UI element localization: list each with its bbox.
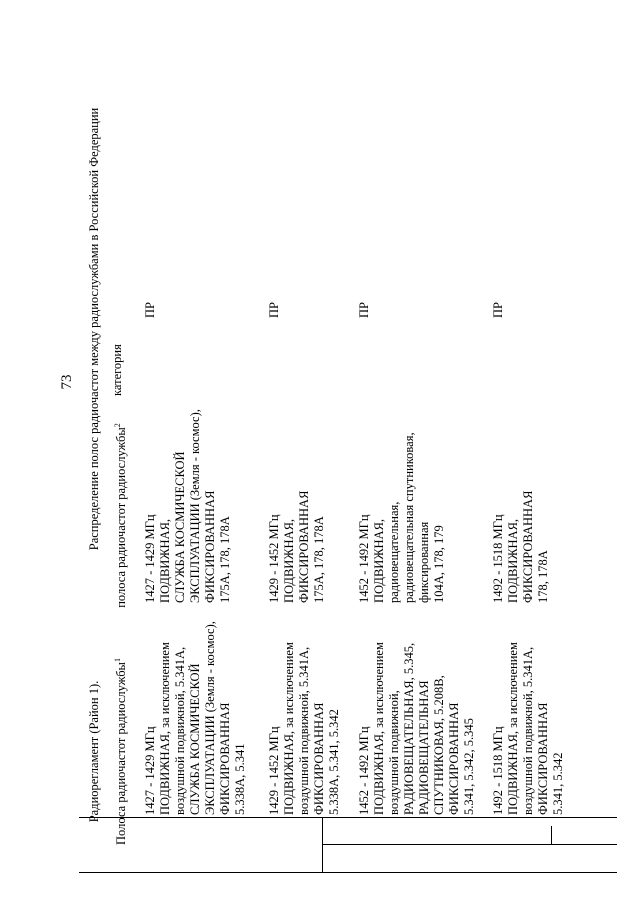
table-header-border — [79, 817, 617, 818]
row-4-ru-allocation: 1492 - 1518 МГц ПОДВИЖНАЯ, ФИКСИРОВАННАЯ 178, 178А — [491, 490, 550, 603]
header-left-subtitle: Полоса радиочастот радиослужбы$^1$ — [113, 658, 129, 845]
row-4-rr-allocation: 1492 - 1518 МГц ПОДВИЖНАЯ, за исключением воздушной подвижной, 5.341А, ФИКСИРОВАННАЯ 5.341, 5.342 — [491, 642, 565, 815]
row-1-category: ПР — [143, 302, 157, 318]
row-2-category: ПР — [267, 302, 281, 318]
row-1-rr-allocation: 1427 - 1429 МГц ПОДВИЖНАЯ, за исключением воздушной подвижной, 5.341А, СЛУЖБА КОСМИЧЕСКОЙ ЭКСПЛУАТАЦИИ (Земля - космос), ФИКСИРОВАННАЯ 5.338А, 5.341 — [143, 621, 247, 815]
allocation-table — [79, 28, 617, 873]
row-3-ru-allocation: 1452 - 1492 МГц ПОДВИЖНАЯ, радиовещательная, радиовещательная спутниковая, фиксированная 104А, 178, 179 — [357, 432, 446, 603]
table-column-divider — [322, 818, 323, 873]
row-1-ru-allocation: 1427 - 1429 МГц ПОДВИЖНАЯ, СЛУЖБА КОСМИЧЕСКОЙ ЭКСПЛУАТАЦИИ (Земля - космос), ФИКСИРОВАННАЯ 175А, 178, 178А — [143, 409, 232, 603]
page-number: 73 — [59, 374, 75, 390]
header-category-subtitle: категория — [110, 344, 124, 396]
header-right-title: Распределение полос радиочастот между радиослужбами в Российской Федерации — [87, 107, 101, 551]
row-3-rr-allocation: 1452 - 1492 МГц ПОДВИЖНАЯ, за исключением воздушной подвижной, РАДИОВЕЩАТЕЛЬНАЯ, 5.345, РАДИОВЕЩАТЕЛЬНАЯ СПУТНИКОВАЯ, 5.208В, ФИКСИРОВАННАЯ 5.341, 5.342, 5.345 — [357, 642, 476, 815]
row-2-rr-allocation: 1429 - 1452 МГц ПОДВИЖНАЯ, за исключением воздушной подвижной, 5.341А, ФИКСИРОВАННАЯ 5.338А, 5.341, 5.342 — [267, 642, 341, 815]
table-top-border — [79, 872, 617, 873]
table-subcolumn-divider — [551, 826, 552, 845]
header-left-title: Радиорегламент (Район 1). — [87, 680, 101, 823]
row-4-category: ПР — [491, 302, 505, 318]
row-3-category: ПР — [357, 302, 371, 318]
row-2-ru-allocation: 1429 - 1452 МГц ПОДВИЖНАЯ, ФИКСИРОВАННАЯ 175А, 178, 178А — [267, 490, 326, 603]
table-subheader-border — [322, 844, 617, 845]
header-band-subtitle: полоса радиочастот радиослужбы$^2$ — [113, 423, 129, 608]
